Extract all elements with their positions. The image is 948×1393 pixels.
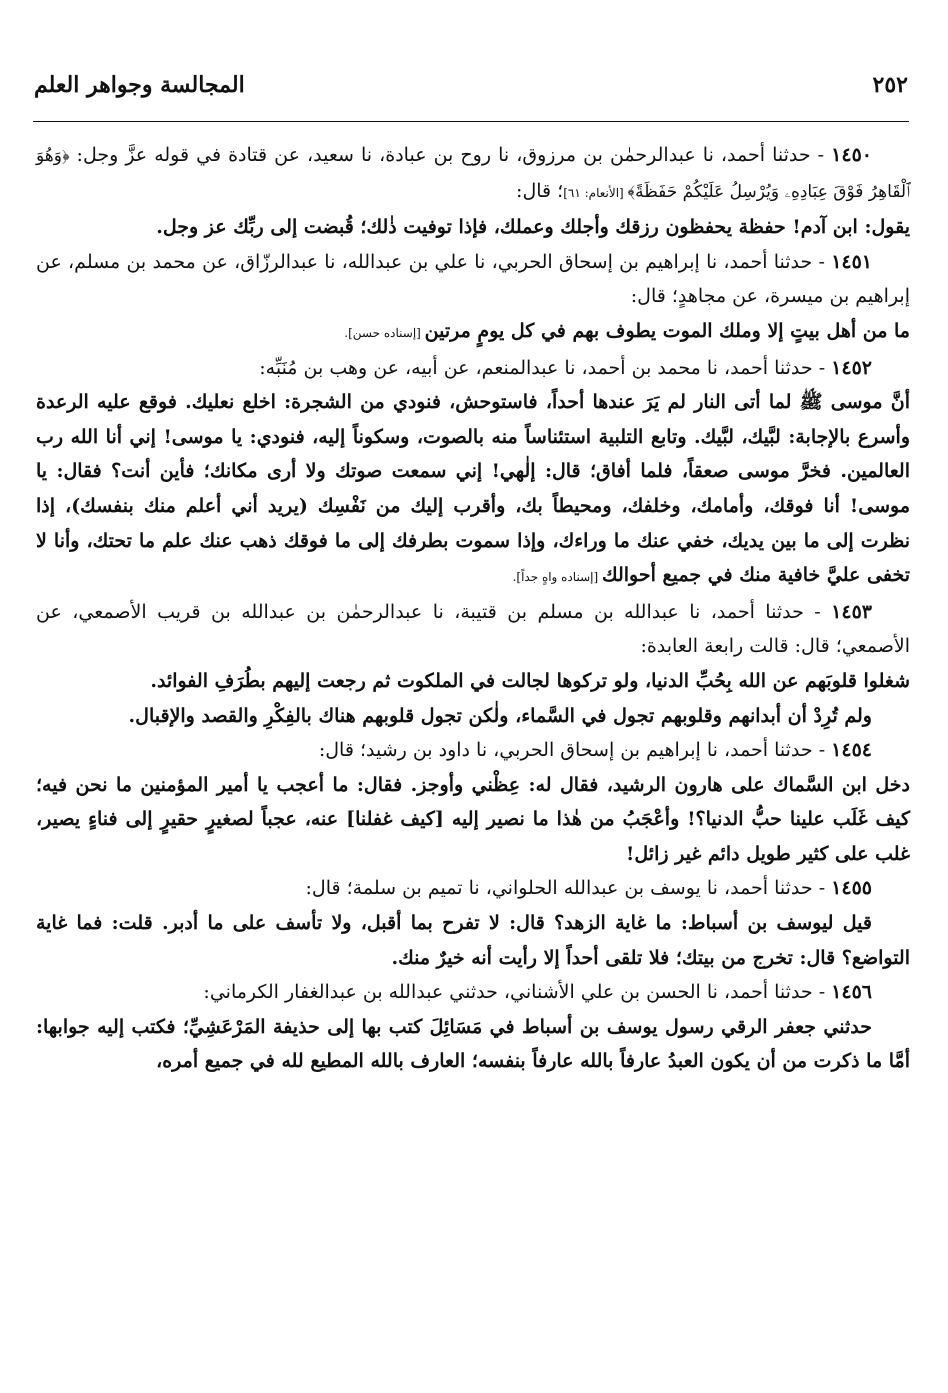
chain-text: - حدثنا أحمد، نا الحسن بن علي الأشناني، حدثني عبدالله بن عبدالغفار الكرماني: <box>203 981 826 1004</box>
hadith-number: ١٤٥٥ <box>831 877 872 900</box>
hadith-chain <box>36 975 910 1010</box>
grading-note: [إسناده حسن]. <box>344 325 425 340</box>
narration-commentary: ولم تُرِدْ أن أبدانهم وقلوبهم تجول في السَّماء، ولٰكن تجول قلوبهم هناك بالفِكْرِ والقصد والإقبال. <box>128 704 872 727</box>
page-header <box>34 72 908 112</box>
quran-reference: [الأنعام: ٦١] <box>563 185 628 200</box>
hadith-number: ١٤٥٤ <box>831 739 872 762</box>
hadith-number: ١٤٥٣ <box>831 600 872 623</box>
narration-text: يقول: ابن آدم! حفظة يحفظون رزقك وأجلك وعملك، فإذا توفيت ذٰلك؛ قُبضت إلى ربِّك عز وجل. <box>156 216 910 239</box>
header-rule <box>33 121 909 122</box>
hadith-chain <box>36 733 910 768</box>
narration-text: قيل ليوسف بن أسباط: ما غاية الزهد؟ قال: لا تفرح بما أقبل، ولا تأسف على ما أدبر. قلت: فما غاية التواضع؟ قال: تخرج من بيتك؛ فلا تلقى أحداً إلا رأيت أنه خيرٌ منك. <box>36 912 910 969</box>
page-body <box>36 138 910 1079</box>
hadith-chain <box>36 138 910 210</box>
narration-text <box>36 385 910 595</box>
grading-note: [إسناده واهٍ جداً]. <box>512 570 602 585</box>
narration-text: حدثني جعفر الرقي رسول يوسف بن أسباط في مَسَائِلَ كتب بها إلى حذيفة المَرْعَشِيِّ؛ فكتب إليه جوابها: أمَّا ما ذكرت من أن يكون العبدُ عارفاً بالله عارفاً بنفسه؛ العارف بالله المطيع لله في جميع أمره، <box>36 1015 910 1073</box>
hadith-number: ١٤٥١ <box>831 250 873 273</box>
hadith-number: ١٤٥٢ <box>831 356 872 379</box>
hadith-chain <box>36 871 910 906</box>
quran-verse: ﴿وَهُوَ ٱلْقَاهِرُ فَوْقَ عِبَادِهِۦ وَيُرْسِلُ عَلَيْكُمْ حَفَظَةً﴾ <box>36 146 910 202</box>
chain-text: - حدثنا أحمد، نا يوسف بن عبدالله الحلواني، نا تميم بن سلمة؛ قال: <box>305 877 826 900</box>
narration-text: دخل ابن السَّماك على هارون الرشيد، فقال له: عِظْني وأوجز. فقال: ما أعجب يا أمير المؤمنين ما نحن فيه؛ كيف غَلَب علينا حبُّ الدنيا؟! وأعْجَبُ من هٰذا ما نصير إليه [كيف غفلنا] عنه، عجباً لصغيرٍ حقيرٍ إلى فناءٍ يصير، غلب على كثير طويل دائم غير زائل! <box>36 773 910 865</box>
running-title: المجالسة وجواهر العلم <box>34 72 245 98</box>
hadith-number: ١٤٥٠ <box>831 144 872 166</box>
hadith-chain <box>36 351 910 386</box>
hadith-number: ١٤٥٦ <box>831 981 872 1004</box>
narration-text <box>36 314 910 351</box>
narration-text: شغلوا قلوبَهم عن الله بِحُبِّ الدنيا، ولو تركوها لجالت في الملكوت ثم رجعت إليهم بطُرَفِ الفوائد. <box>150 669 910 692</box>
narration-body: أنَّ موسى ﷺ لما أتى النار لم يَرَ عندها أحداً، فاستوحش، فنودي من الشجرة: اخلع نعليك. فوقع عليه الرعدة وأسرع بالإجابة: لبَّيك، لبَّيك. وتابع التلبية استئناساً منه بالصوت، وسكوناً إليه، فنودي: يا موسى! إني أنا الله رب العالمين. فخرَّ موسى صعقاً، فلما أفاق؛ قال: إلٰهي! إني سمعت صوتك ولا أرى مكانك؛ فأين أنت؟ فقال: يا موسى! أنا فوقك، وأمامك، وخلفك، ومحيطاً بك، وأقرب إليك من نَفْسِك (يريد أني أعلم منك بنفسك)، إذا نظرت إلى ما بين يديك، خفي عنك ما وراءك، وإذا سموت بطرفك إلى ما فوقك ذهب عنك علم ما تحتك، وأنا لا تخفى عليَّ خافية منك في جميع أحوالك <box>36 391 910 587</box>
hadith-chain <box>36 245 910 314</box>
narration-body: ما من أهل بيتٍ إلا وملك الموت يطوف بهم في كل يومٍ مرتين <box>424 319 910 342</box>
chain-text: - حدثنا أحمد، نا إبراهيم بن إسحاق الحربي، نا داود بن رشيد؛ قال: <box>318 739 826 762</box>
hadith-chain <box>36 595 910 664</box>
chain-text: - حدثنا أحمد، نا عبدالله بن مسلم بن قتيبة، نا عبدالرحمٰن بن عبدالله بن قريب الأصمعي، عن الأصمعي؛ قال: قالت رابعة العابدة: <box>36 600 910 658</box>
chain-text: - حدثنا أحمد، نا إبراهيم بن إسحاق الحربي، نا علي بن عبدالله، نا عبدالرزّاق، عن محمد بن مسلم، عن إبراهيم بن ميسرة، عن مجاهدٍ؛ قال: <box>36 250 910 308</box>
chain-text: - حدثنا أحمد، نا محمد بن أحمد، نا عبدالمنعم، عن أبيه، عن وهب بن مُنَبِّه: <box>259 356 826 379</box>
chain-text: - حدثنا أحمد، نا عبدالرحمٰن بن مرزوق، نا روح بن عبادة، نا سعيد، عن قتادة في قوله عزَّ وجل: <box>69 144 825 166</box>
chain-text-end: ؛ قال: <box>516 179 564 202</box>
page-number: ٢٥٢ <box>872 72 908 98</box>
